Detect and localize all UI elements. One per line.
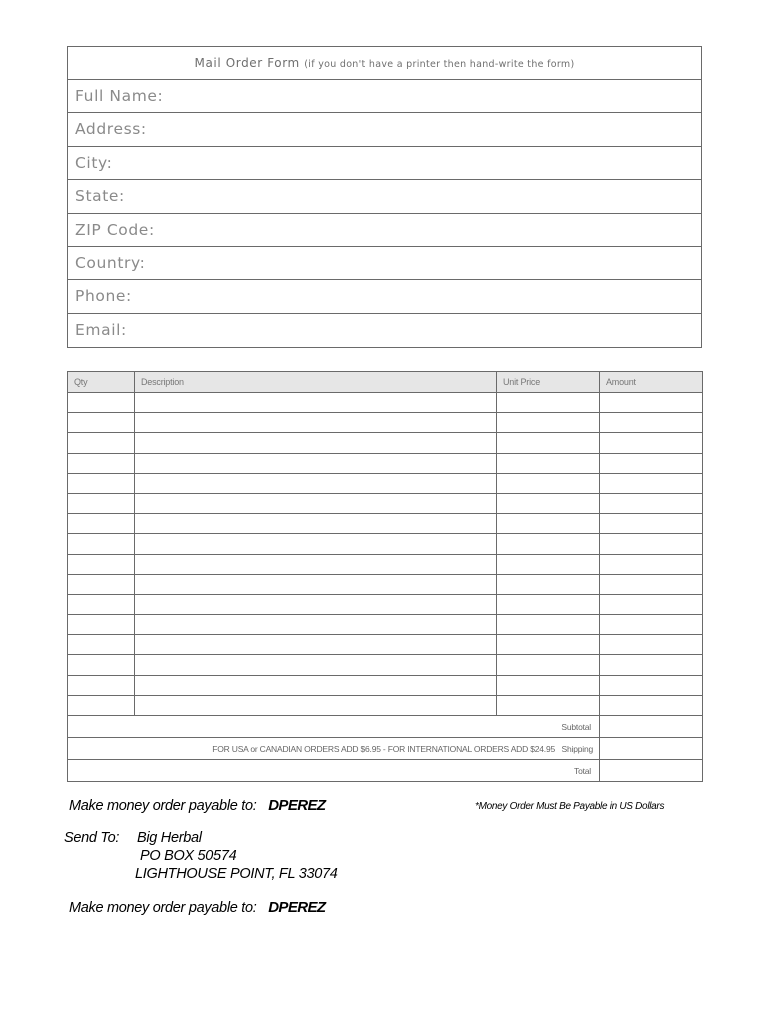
table-row bbox=[68, 393, 703, 413]
amount-cell[interactable] bbox=[600, 413, 703, 433]
qty-cell[interactable] bbox=[68, 554, 135, 574]
amount-cell[interactable] bbox=[600, 615, 703, 635]
unit-price-cell[interactable] bbox=[497, 534, 600, 554]
unit-price-cell[interactable] bbox=[497, 615, 600, 635]
table-row bbox=[68, 473, 703, 493]
description-cell[interactable] bbox=[135, 695, 497, 715]
zip-code-field[interactable]: ZIP Code: bbox=[68, 214, 701, 247]
unit-price-cell[interactable] bbox=[497, 675, 600, 695]
unit-price-cell[interactable] bbox=[497, 453, 600, 473]
amount-header: Amount bbox=[600, 372, 703, 393]
state-field[interactable]: State: bbox=[68, 180, 701, 213]
qty-cell[interactable] bbox=[68, 695, 135, 715]
unit-price-cell[interactable] bbox=[497, 695, 600, 715]
description-cell[interactable] bbox=[135, 635, 497, 655]
description-cell[interactable] bbox=[135, 393, 497, 413]
payable-line-top bbox=[69, 797, 325, 814]
description-cell[interactable] bbox=[135, 433, 497, 453]
total-label: Total bbox=[68, 760, 600, 782]
qty-cell[interactable] bbox=[68, 594, 135, 614]
form-title: Mail Order Form bbox=[194, 56, 300, 70]
country-field[interactable]: Country: bbox=[68, 247, 701, 280]
description-cell[interactable] bbox=[135, 675, 497, 695]
payable-label: Make money order payable to: bbox=[69, 798, 257, 814]
form-header bbox=[68, 47, 701, 80]
unit-price-header: Unit Price bbox=[497, 372, 600, 393]
qty-cell[interactable] bbox=[68, 675, 135, 695]
subtotal-cell[interactable] bbox=[600, 716, 703, 738]
shipping-note: FOR USA or CANADIAN ORDERS ADD $6.95 - FOR INTERNATIONAL ORDERS ADD $24.95 bbox=[212, 743, 556, 754]
description-cell[interactable] bbox=[135, 574, 497, 594]
email-field[interactable]: Email: bbox=[75, 320, 127, 339]
amount-cell[interactable] bbox=[600, 635, 703, 655]
description-cell[interactable] bbox=[135, 514, 497, 534]
table-row bbox=[68, 675, 703, 695]
shipping-label: Shipping bbox=[561, 743, 593, 754]
qty-cell[interactable] bbox=[68, 574, 135, 594]
qty-header: Qty bbox=[68, 372, 135, 393]
description-cell[interactable] bbox=[135, 594, 497, 614]
shipping-cell[interactable] bbox=[600, 738, 703, 760]
table-row bbox=[68, 433, 703, 453]
usd-note: *Money Order Must Be Payable in US Dollars bbox=[475, 801, 665, 812]
qty-cell[interactable] bbox=[68, 534, 135, 554]
total-cell[interactable] bbox=[600, 760, 703, 782]
unit-price-cell[interactable] bbox=[497, 574, 600, 594]
unit-price-cell[interactable] bbox=[497, 413, 600, 433]
shipping-label-cell bbox=[68, 738, 600, 760]
subtotal-label: Subtotal bbox=[68, 716, 600, 738]
table-row bbox=[68, 695, 703, 715]
qty-cell[interactable] bbox=[68, 655, 135, 675]
qty-cell[interactable] bbox=[68, 473, 135, 493]
amount-cell[interactable] bbox=[600, 695, 703, 715]
table-row bbox=[68, 493, 703, 513]
description-cell[interactable] bbox=[135, 473, 497, 493]
city-field[interactable]: City: bbox=[68, 147, 701, 180]
description-cell[interactable] bbox=[135, 554, 497, 574]
qty-cell[interactable] bbox=[68, 514, 135, 534]
unit-price-cell[interactable] bbox=[497, 554, 600, 574]
phone-field[interactable]: Phone: bbox=[68, 280, 701, 313]
table-row bbox=[68, 534, 703, 554]
amount-cell[interactable] bbox=[600, 594, 703, 614]
amount-cell[interactable] bbox=[600, 433, 703, 453]
unit-price-cell[interactable] bbox=[497, 635, 600, 655]
address-line-2: PO BOX 50574 bbox=[140, 848, 237, 864]
qty-cell[interactable] bbox=[68, 493, 135, 513]
form-title-note: (if you don't have a printer then hand-write the form) bbox=[304, 59, 575, 70]
amount-cell[interactable] bbox=[600, 534, 703, 554]
send-to-label: Send To: bbox=[64, 830, 120, 846]
qty-cell[interactable] bbox=[68, 615, 135, 635]
address-line-3: LIGHTHOUSE POINT, FL 33074 bbox=[135, 866, 338, 882]
description-cell[interactable] bbox=[135, 534, 497, 554]
subtotal-row bbox=[68, 716, 703, 738]
table-row bbox=[68, 413, 703, 433]
table-row bbox=[68, 635, 703, 655]
table-row bbox=[68, 594, 703, 614]
amount-cell[interactable] bbox=[600, 675, 703, 695]
order-items-table bbox=[67, 371, 703, 782]
amount-cell[interactable] bbox=[600, 393, 703, 413]
description-cell[interactable] bbox=[135, 615, 497, 635]
payee-name: DPEREZ bbox=[268, 899, 326, 916]
description-header: Description bbox=[135, 372, 497, 393]
payee-name: DPEREZ bbox=[268, 797, 326, 814]
total-row bbox=[68, 760, 703, 782]
qty-cell[interactable] bbox=[68, 433, 135, 453]
table-row bbox=[68, 615, 703, 635]
amount-cell[interactable] bbox=[600, 655, 703, 675]
payable-label: Make money order payable to: bbox=[69, 900, 257, 916]
qty-cell[interactable] bbox=[68, 413, 135, 433]
table-row bbox=[68, 574, 703, 594]
amount-cell[interactable] bbox=[600, 493, 703, 513]
unit-price-cell[interactable] bbox=[497, 594, 600, 614]
address-line-1: Big Herbal bbox=[137, 830, 202, 846]
qty-cell[interactable] bbox=[68, 393, 135, 413]
table-row bbox=[68, 655, 703, 675]
table-header-row bbox=[68, 372, 703, 393]
full-name-field[interactable]: Full Name: bbox=[68, 80, 701, 113]
customer-info-form bbox=[67, 46, 702, 348]
payable-line-bottom bbox=[69, 899, 325, 916]
unit-price-cell[interactable] bbox=[497, 655, 600, 675]
unit-price-cell[interactable] bbox=[497, 473, 600, 493]
address-field[interactable]: Address: bbox=[68, 113, 701, 146]
description-cell[interactable] bbox=[135, 413, 497, 433]
description-cell[interactable] bbox=[135, 493, 497, 513]
unit-price-cell[interactable] bbox=[497, 514, 600, 534]
amount-cell[interactable] bbox=[600, 453, 703, 473]
unit-price-cell[interactable] bbox=[497, 493, 600, 513]
unit-price-cell[interactable] bbox=[497, 433, 600, 453]
table-row bbox=[68, 554, 703, 574]
amount-cell[interactable] bbox=[600, 514, 703, 534]
description-cell[interactable] bbox=[135, 655, 497, 675]
description-cell[interactable] bbox=[135, 453, 497, 473]
table-row bbox=[68, 453, 703, 473]
amount-cell[interactable] bbox=[600, 473, 703, 493]
unit-price-cell[interactable] bbox=[497, 393, 600, 413]
table-row bbox=[68, 514, 703, 534]
shipping-row bbox=[68, 738, 703, 760]
qty-cell[interactable] bbox=[68, 453, 135, 473]
qty-cell[interactable] bbox=[68, 635, 135, 655]
item-rows bbox=[68, 393, 703, 716]
amount-cell[interactable] bbox=[600, 574, 703, 594]
amount-cell[interactable] bbox=[600, 554, 703, 574]
